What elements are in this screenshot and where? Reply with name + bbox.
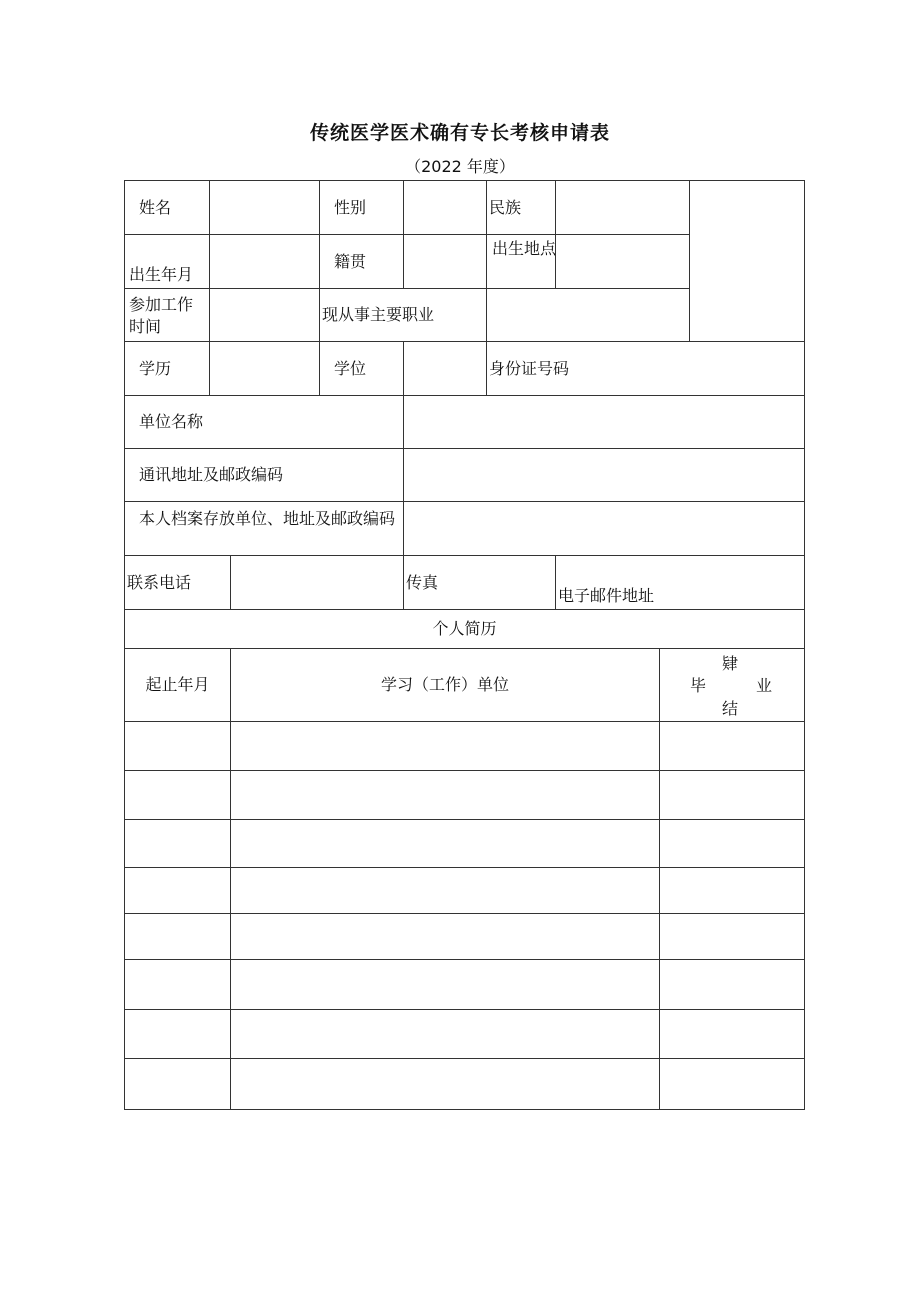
resume-row-3-period[interactable]	[124, 819, 231, 868]
name-field[interactable]	[209, 180, 320, 235]
work-start-field[interactable]	[209, 288, 320, 342]
gender-field[interactable]	[403, 180, 487, 235]
native-place-label: 籍贯	[319, 234, 404, 289]
phone-label: 联系电话	[124, 555, 231, 610]
resume-row-1-unit[interactable]	[230, 721, 660, 771]
resume-row-3-status[interactable]	[659, 819, 805, 868]
education-label: 学历	[124, 341, 210, 396]
gender-label: 性别	[319, 180, 404, 235]
id-number-label: 身份证号码	[486, 341, 805, 396]
resume-row-4-status[interactable]	[659, 867, 805, 914]
resume-header: 个人简历	[124, 609, 805, 649]
status-column-header	[659, 648, 805, 722]
form-title: 传统医学医术确有专长考核申请表	[309, 122, 610, 144]
name-label: 姓名	[124, 180, 210, 235]
phone-field[interactable]	[230, 555, 404, 610]
work-start-label: 参加工作时间	[124, 288, 210, 342]
fax-label: 传真	[403, 555, 556, 610]
unit-column-header: 学习（工作）单位	[230, 648, 660, 722]
status-char-1: 肄	[722, 654, 739, 673]
occupation-label: 现从事主要职业	[319, 288, 487, 342]
occupation-field[interactable]	[486, 288, 690, 342]
resume-row-6-period[interactable]	[124, 959, 231, 1010]
resume-row-1-status[interactable]	[659, 721, 805, 771]
employer-label: 单位名称	[124, 395, 404, 449]
resume-row-1-period[interactable]	[124, 721, 231, 771]
resume-row-3-unit[interactable]	[230, 819, 660, 868]
photo-box[interactable]	[689, 180, 805, 342]
status-char-2: 毕	[690, 676, 707, 695]
address-label: 通讯地址及邮政编码	[124, 448, 404, 502]
period-column-header: 起止年月	[124, 648, 231, 722]
birthplace-label: 出生地点	[486, 234, 556, 289]
resume-row-2-period[interactable]	[124, 770, 231, 820]
resume-row-5-status[interactable]	[659, 913, 805, 960]
address-field[interactable]	[403, 448, 805, 502]
resume-row-2-unit[interactable]	[230, 770, 660, 820]
archive-field[interactable]	[403, 501, 805, 556]
resume-row-6-unit[interactable]	[230, 959, 660, 1010]
resume-row-6-status[interactable]	[659, 959, 805, 1010]
resume-row-8-status[interactable]	[659, 1058, 805, 1110]
employer-field[interactable]	[403, 395, 805, 449]
resume-row-7-period[interactable]	[124, 1009, 231, 1059]
degree-label: 学位	[319, 341, 404, 396]
resume-row-5-unit[interactable]	[230, 913, 660, 960]
resume-row-4-unit[interactable]	[230, 867, 660, 914]
ethnicity-label: 民族	[486, 180, 556, 235]
resume-row-7-status[interactable]	[659, 1009, 805, 1059]
form-subtitle: （2022 年度）	[405, 157, 515, 176]
status-char-3: 业	[756, 676, 773, 695]
ethnicity-field[interactable]	[555, 180, 690, 235]
native-place-field[interactable]	[403, 234, 487, 289]
email-label: 电子邮件地址	[555, 555, 805, 610]
birthplace-field[interactable]	[555, 234, 690, 289]
education-field[interactable]	[209, 341, 320, 396]
birth-date-field[interactable]	[209, 234, 320, 289]
status-char-4: 结	[722, 699, 739, 718]
resume-row-2-status[interactable]	[659, 770, 805, 820]
resume-row-8-unit[interactable]	[230, 1058, 660, 1110]
degree-field[interactable]	[403, 341, 487, 396]
birth-date-label: 出生年月	[124, 234, 210, 289]
resume-row-8-period[interactable]	[124, 1058, 231, 1110]
resume-row-4-period[interactable]	[124, 867, 231, 914]
resume-row-7-unit[interactable]	[230, 1009, 660, 1059]
archive-label: 本人档案存放单位、地址及邮政编码	[124, 501, 404, 556]
resume-row-5-period[interactable]	[124, 913, 231, 960]
